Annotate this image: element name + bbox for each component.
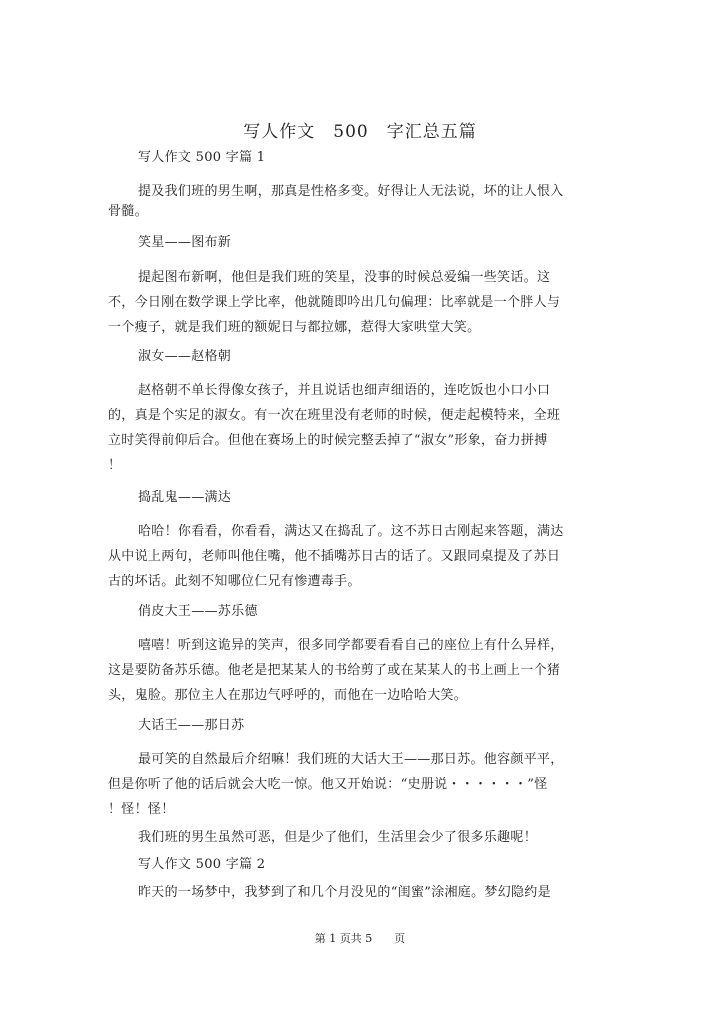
paragraph-line: 但是你听了他的话后就会大吃一惊。他又开始说：“史册说・・・・・・”怪	[108, 777, 548, 792]
section-heading: 写人作文 500 字篇 1	[138, 150, 266, 165]
document-title: 写人作文 500 字汇总五篇	[243, 122, 477, 142]
paragraph-line: 古的坏话。此刻不知哪位仁兄有惨遭毒手。	[108, 574, 361, 589]
paragraph-line: 不，今日刚在数学课上学比率，他就随即吟出几句偏理：比率就是一个胖人与	[108, 295, 561, 310]
paragraph-line: 一个瘦子，就是我们班的额妮日与都拉娜，惹得大家哄堂大笑。	[108, 320, 481, 335]
section-heading: 淑女——赵格朝	[138, 349, 232, 364]
section-heading: 笑星——图布新	[138, 235, 232, 250]
paragraph-line: 昨天的一场梦中，我梦到了和几个月没见的“闺蜜”涂湘庭。梦幻隐约是	[138, 885, 551, 900]
paragraph-line: 从中说上两句，老师叫他住嘴，他不插嘴苏日古的话了。又跟同桌提及了苏日	[108, 549, 561, 564]
paragraph-line: 我们班的男生虽然可恶，但是少了他们，生活里会少了很多乐趣呢！	[138, 830, 538, 845]
section-heading: 大话王——那日苏	[138, 718, 245, 733]
paragraph-line: 提起图布新啊，他但是我们班的笑星，没事的时候总爱编一些笑话。这	[138, 270, 551, 285]
paragraph-line: 哈哈！你看看，你看看，满达又在捣乱了。这不苏日古刚起来答题，满达	[138, 524, 564, 539]
paragraph-line: 这是要防备苏乐德。他老是把某某人的书给剪了或在某某人的书上画上一个猪	[108, 663, 561, 678]
paragraph-line: ！怪！怪！	[108, 802, 175, 817]
page-footer: 第 1 页共 5 页	[314, 932, 406, 945]
paragraph-line: 嘻嘻！听到这诡异的笑声，很多同学都要看看自己的座位上有什么异样，	[138, 638, 564, 653]
paragraph-line: 赵格朝不单长得像女孩子，并且说话也细声细语的，连吃饭也小口小口	[138, 383, 551, 398]
section-heading: 俏皮大王——苏乐德	[138, 604, 258, 619]
paragraph-line: 最可笑的自然最后介绍嘛！我们班的大话大王——那日苏。他容颜平平，	[138, 752, 564, 767]
paragraph-line: 头，鬼脸。那位主人在那边气呼呼的，而他在一边哈哈大笑。	[108, 688, 468, 703]
paragraph-line: 骨髓。	[108, 204, 148, 219]
section-heading: 写人作文 500 字篇 2	[138, 857, 266, 872]
section-heading: 捣乱鬼——满达	[138, 490, 232, 505]
paragraph-line: 立时笑得前仰后合。但他在赛场上的时候完整丢掉了“淑女”形象，奋力拼搏	[108, 433, 548, 448]
paragraph-line: ！	[108, 458, 122, 473]
paragraph-line: 的，真是个实足的淑女。有一次在班里没有老师的时候，便走起模特来，全班	[108, 408, 561, 423]
paragraph-line: 提及我们班的男生啊，那真是性格多变。好得让人无法说，坏的让人恨入	[138, 184, 564, 199]
